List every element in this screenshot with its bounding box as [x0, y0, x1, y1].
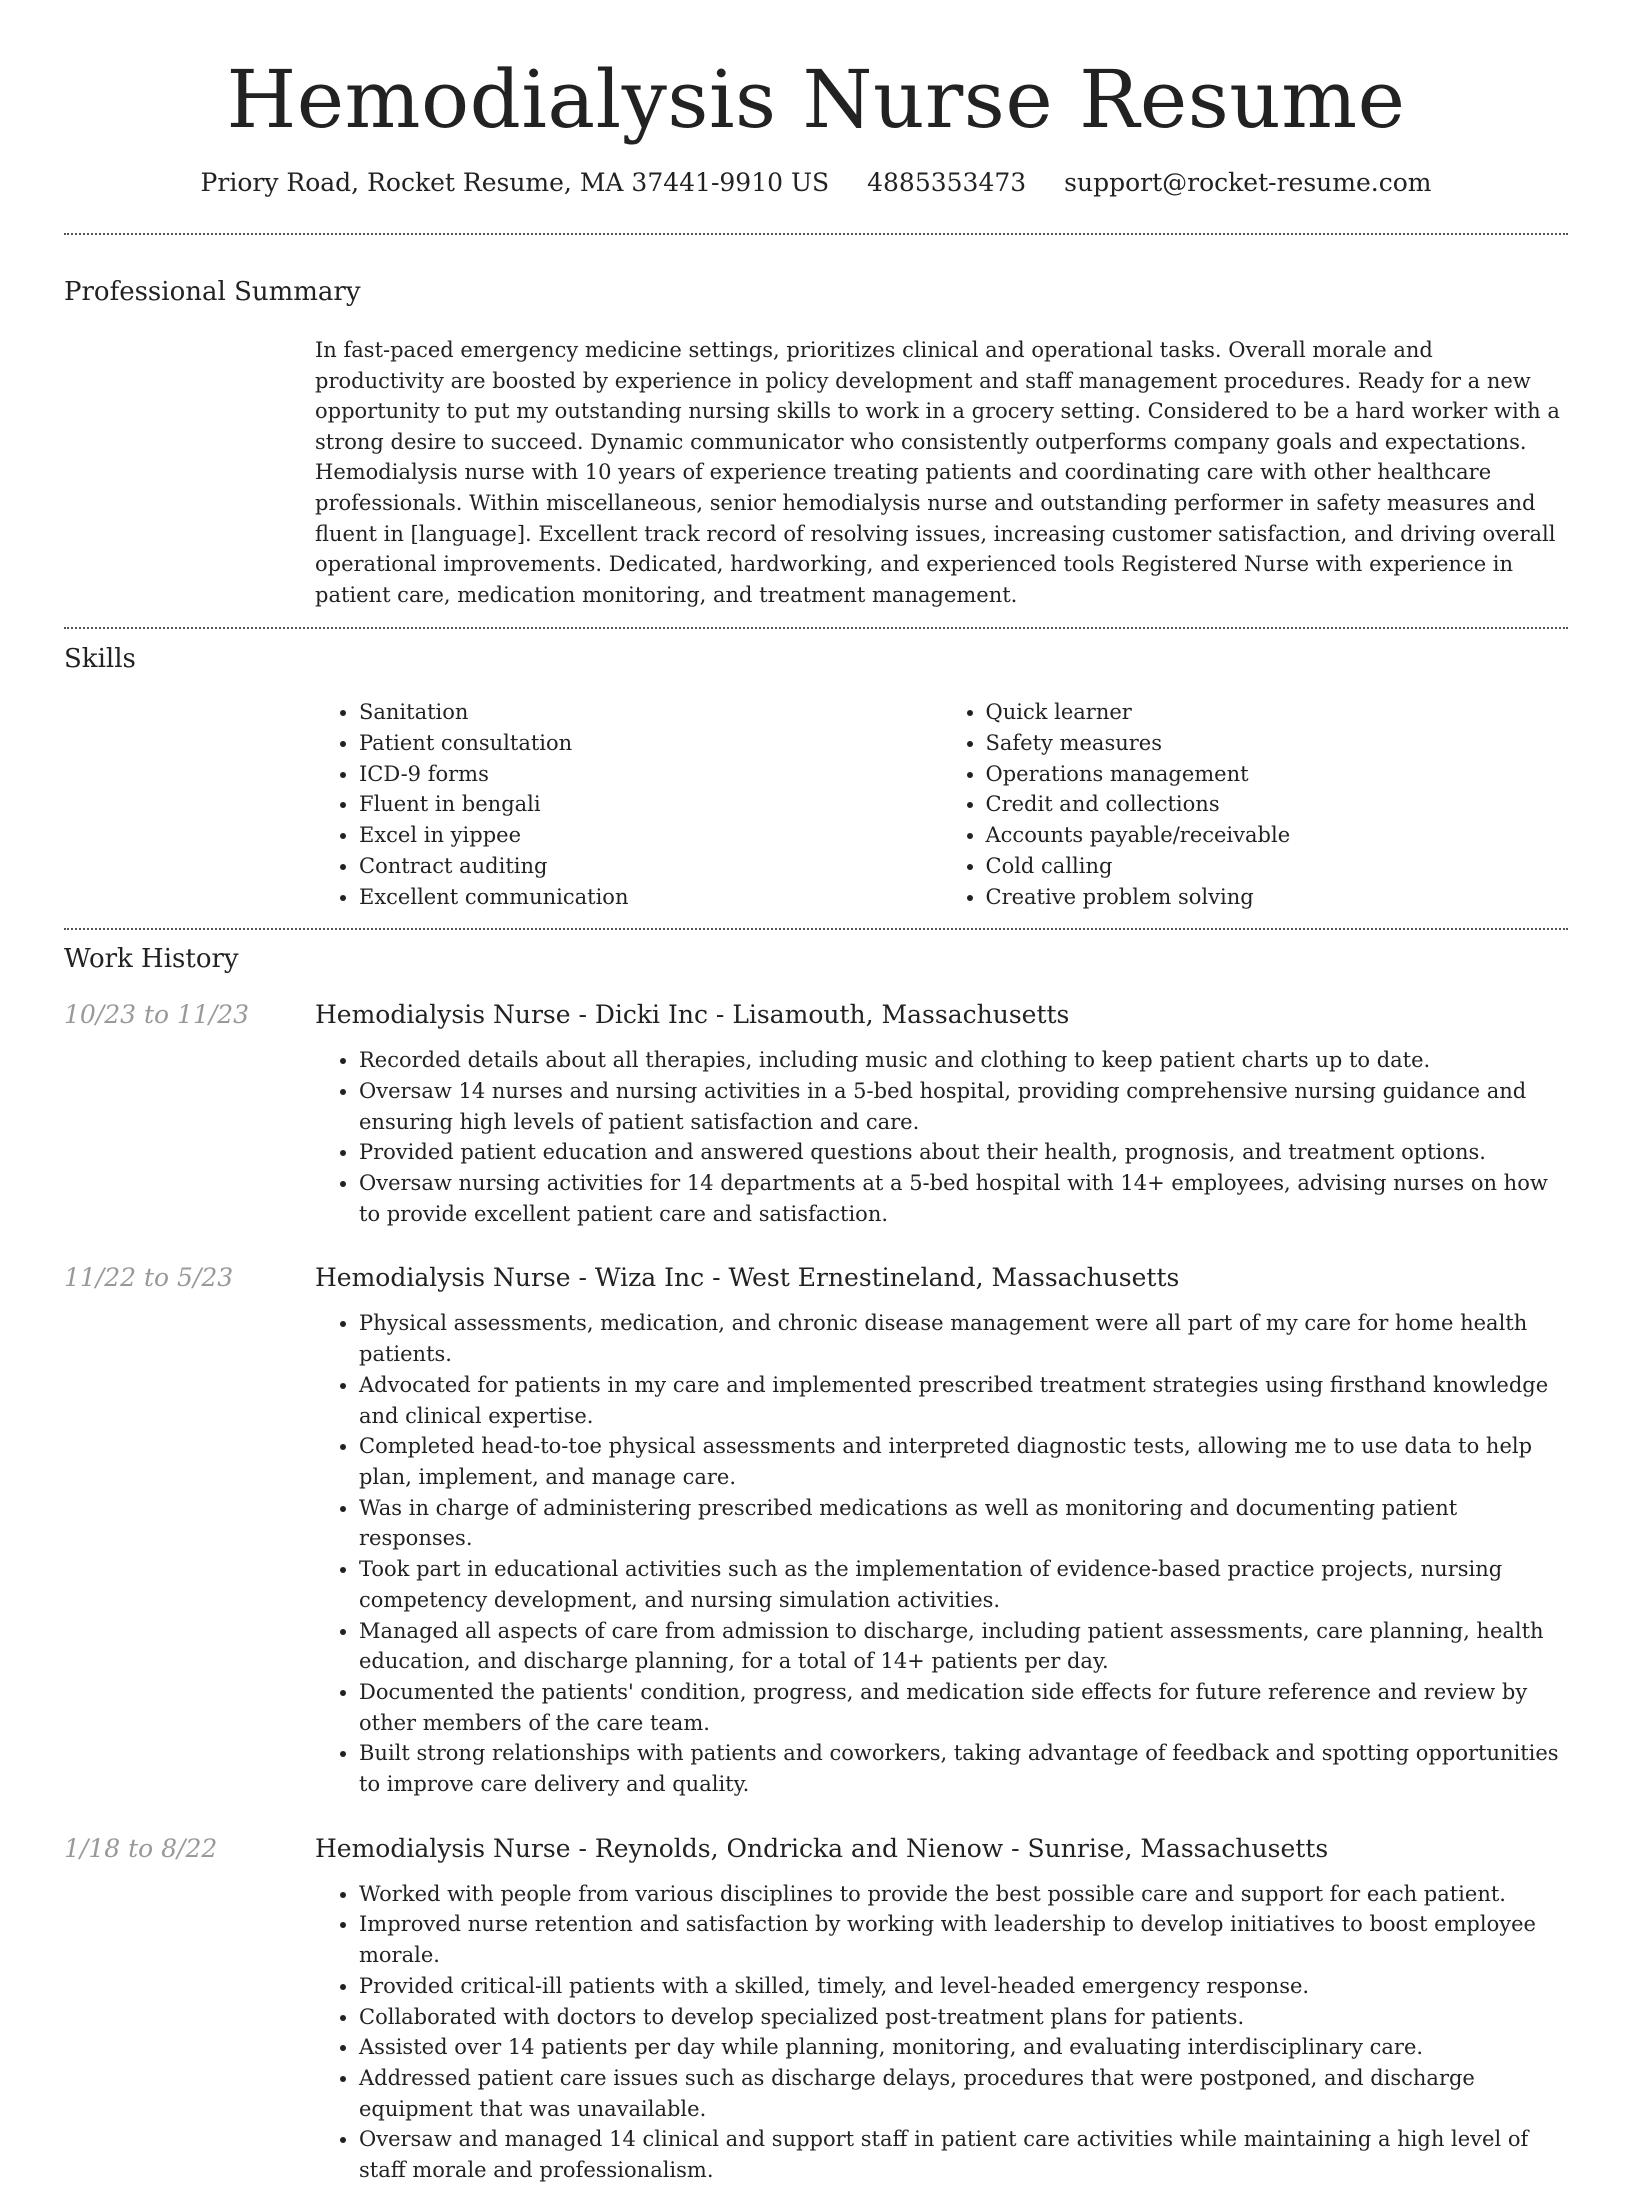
job-bullets — [315, 1045, 1568, 1229]
skill-item: • Patient consultation — [359, 728, 942, 759]
summary-text: In fast-paced emergency medicine settings, prioritizes clinical and operational tasks. Overall morale and productivity are boosted by experience in policy development and staff management procedures. Ready for a new opportunity to put my outstanding nursing skills to work in a grocery setting. Considered to be a hard worker with a strong desire to succeed. Dynamic communicator who consistently outperforms company goals and expectations. Hemodialysis nurse with 10 years of experience treating patients and coordinating care with other healthcare professionals. Within miscellaneous, senior hemodialysis nurse and outstanding performer in safety measures and fluent in [language]. Excellent track record of resolving issues, increasing customer satisfaction, and driving overall operational improvements. Dedicated, hardworking, and experienced tools Registered Nurse with experience in patient care, medication monitoring, and treatment management. — [315, 338, 1560, 607]
job-heading: Hemodialysis Nurse - Wiza Inc - West Ernestineland, Massachusetts — [315, 1263, 1180, 1293]
job-bullet: • Oversaw nursing activities for 14 departments at a 5-bed hospital with 14+ employees, advising nurses on how to provide excellent patient care and satisfaction. — [359, 1168, 1568, 1229]
job-bullets — [315, 1308, 1568, 1799]
job-bullet: • Assisted over 14 patients per day while planning, monitoring, and evaluating interdisciplinary care. — [359, 2032, 1568, 2063]
job-bullet: • Worked with people from various disciplines to provide the best possible care and support for each patient. — [359, 1879, 1568, 1910]
job-details — [315, 1832, 1568, 2186]
skill-item: • Quick learner — [986, 697, 1569, 728]
skill-item: • Operations management — [986, 759, 1569, 790]
job-heading: Hemodialysis Nurse - Dicki Inc - Lisamouth, Massachusetts — [315, 1000, 1070, 1030]
job-dates: 1/18 to 8/22 — [64, 1833, 218, 1863]
skill-item: • Cold calling — [986, 851, 1569, 882]
job-bullet: • Physical assessments, medication, and chronic disease management were all part of my care for home health patients. — [359, 1308, 1568, 1369]
job-bullet: • Provided patient education and answered questions about their health, prognosis, and treatment options. — [359, 1137, 1568, 1168]
contact-phone: 4885353473 — [867, 168, 1027, 197]
skills-heading: Skills — [64, 644, 136, 675]
section-divider — [64, 627, 1568, 629]
job-bullet: • Oversaw and managed 14 clinical and support staff in patient care activities while maintaining a high level of staff morale and professionalism. — [359, 2124, 1568, 2185]
contact-email: support@rocket-resume.com — [1064, 168, 1432, 197]
job-bullets — [315, 1879, 1568, 2186]
job-bullet: • Provided critical-ill patients with a skilled, timely, and level-headed emergency response. — [359, 1971, 1568, 2002]
skill-item: • Excel in yippee — [359, 820, 942, 851]
skills-list — [315, 697, 1568, 912]
skill-item: • Fluent in bengali — [359, 789, 942, 820]
job-bullet: • Advocated for patients in my care and implemented prescribed treatment strategies using firsthand knowledge and clinical expertise. — [359, 1370, 1568, 1431]
job-bullet: • Completed head-to-toe physical assessments and interpreted diagnostic tests, allowing me to use data to help plan, implement, and manage care. — [359, 1431, 1568, 1492]
job-bullet: • Was in charge of administering prescribed medications as well as monitoring and documenting patient responses. — [359, 1493, 1568, 1554]
job-bullet: • Recorded details about all therapies, including music and clothing to keep patient charts up to date. — [359, 1045, 1568, 1076]
skill-item: • ICD-9 forms — [359, 759, 942, 790]
job-bullet: • Documented the patients' condition, progress, and medication side effects for future reference and review by other members of the care team. — [359, 1677, 1568, 1738]
skill-item: • Safety measures — [986, 728, 1569, 759]
job-bullet: • Built strong relationships with patients and coworkers, taking advantage of feedback and spotting opportunities to improve care delivery and quality. — [359, 1738, 1568, 1799]
job-bullet: • Collaborated with doctors to develop specialized post-treatment plans for patients. — [359, 2002, 1568, 2033]
job-dates: 11/22 to 5/23 — [64, 1263, 234, 1293]
job-entry — [64, 1261, 1568, 1799]
skill-item: • Accounts payable/receivable — [986, 820, 1569, 851]
skill-item: • Credit and collections — [986, 789, 1569, 820]
contact-line — [64, 166, 1568, 200]
job-details — [315, 998, 1568, 1229]
job-heading: Hemodialysis Nurse - Reynolds, Ondricka and Nienow - Sunrise, Massachusetts — [315, 1833, 1329, 1863]
section-divider — [64, 233, 1568, 235]
job-details — [315, 1261, 1568, 1799]
contact-address: Priory Road, Rocket Resume, MA 37441-9910 US — [200, 168, 830, 197]
resume-title: Hemodialysis Nurse Resume — [226, 53, 1406, 146]
job-bullet: • Addressed patient care issues such as discharge delays, procedures that were postponed, and discharge equipment that was unavailable. — [359, 2063, 1568, 2124]
section-divider — [64, 928, 1568, 930]
job-entry — [64, 998, 1568, 1229]
skill-item: • Excellent communication — [359, 882, 942, 913]
job-bullet: • Took part in educational activities such as the implementation of evidence-based practice projects, nursing competency development, and nursing simulation activities. — [359, 1554, 1568, 1615]
work-history-heading: Work History — [64, 944, 239, 975]
skills-column-left — [315, 697, 942, 912]
job-bullet: • Improved nurse retention and satisfaction by working with leadership to develop initiatives to boost employee morale. — [359, 1909, 1568, 1970]
job-dates: 10/23 to 11/23 — [64, 1000, 250, 1030]
skill-item: • Sanitation — [359, 697, 942, 728]
job-bullet: • Managed all aspects of care from admission to discharge, including patient assessments, care planning, health education, and discharge planning, for a total of 14+ patients per day. — [359, 1616, 1568, 1677]
job-bullet: • Oversaw 14 nurses and nursing activities in a 5-bed hospital, providing comprehensive nursing guidance and ensuring high levels of patient satisfaction and care. — [359, 1076, 1568, 1137]
skill-item: • Creative problem solving — [986, 882, 1569, 913]
skill-item: • Contract auditing — [359, 851, 942, 882]
summary-heading: Professional Summary — [64, 277, 361, 307]
skills-column-right — [942, 697, 1569, 912]
job-entry — [64, 1832, 1568, 2186]
